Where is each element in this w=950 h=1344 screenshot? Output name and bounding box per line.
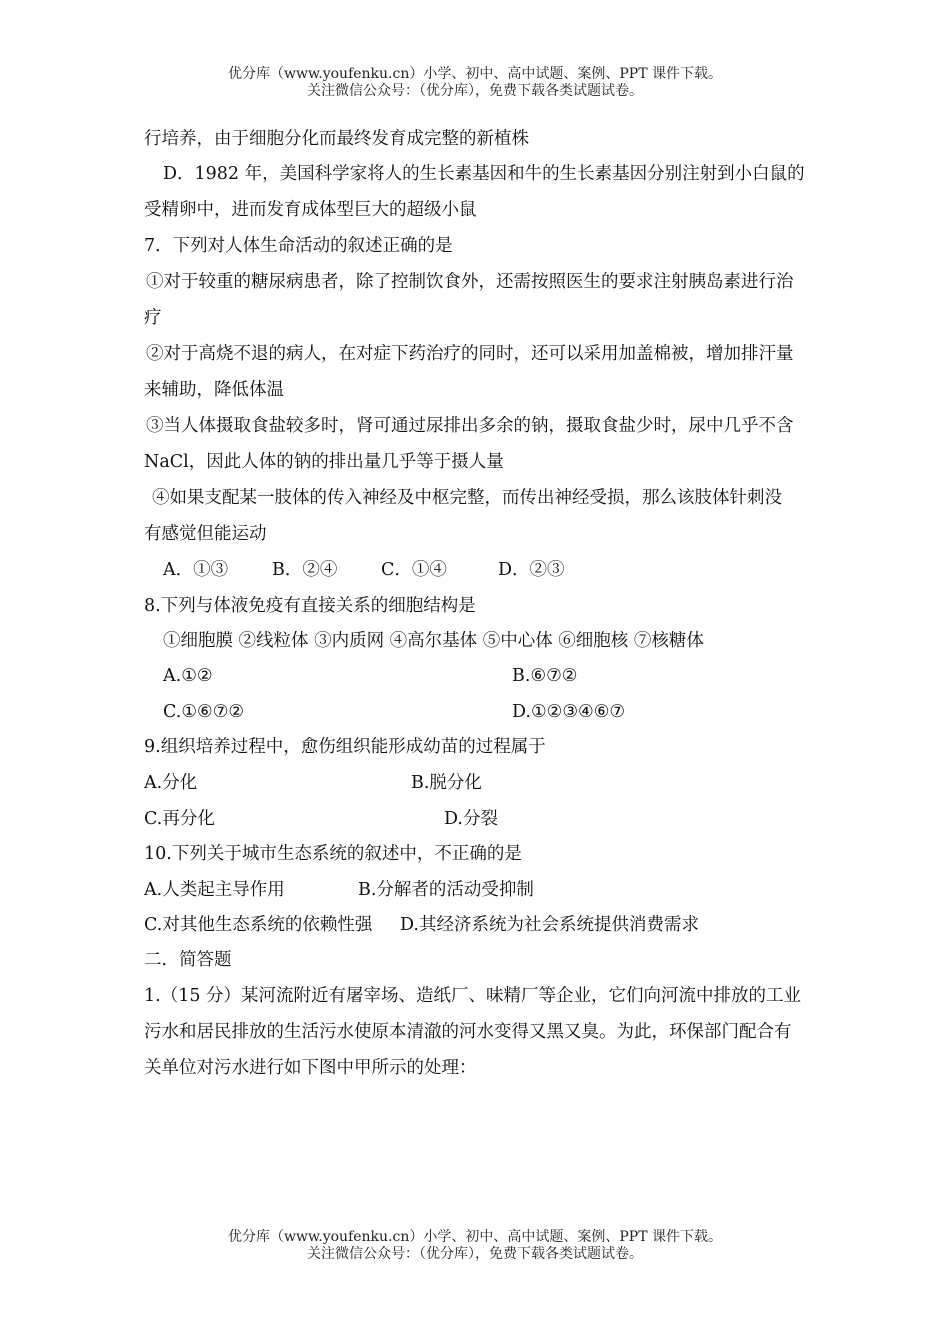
section-2-title: 二．简答题 xyxy=(144,950,232,970)
q9-option-b: B.脱分化 xyxy=(411,773,482,793)
q7-stem: 7．下列对人体生命活动的叙述正确的是 xyxy=(144,236,453,256)
q7-option-c: C．①④ xyxy=(381,560,447,580)
q10-option-c: C.对其他生态系统的依赖性强 xyxy=(144,915,373,935)
page-header xyxy=(0,66,950,100)
q9-option-a: A.分化 xyxy=(144,773,198,793)
q9-stem: 9.组织培养过程中，愈伤组织能形成幼苗的过程属于 xyxy=(144,737,546,757)
q8-option-a: A.①② xyxy=(163,666,213,686)
q6-option-d-line-1: D．1982 年，美国科学家将人的生长素基因和牛的生长素基因分别注射到小白鼠的 xyxy=(163,164,805,184)
q9-option-c: C.再分化 xyxy=(144,809,215,829)
q7-statement-1-line-2: 疗 xyxy=(144,308,162,328)
q8-stem: 8.下列与体液免疫有直接关系的细胞结构是 xyxy=(144,596,476,616)
short-question-1-line-2: 污水和居民排放的生活污水使原本清澈的河水变得又黑又臭。为此，环保部门配合有 xyxy=(144,1022,792,1042)
header-line-2: 关注微信公众号：（优分库），免费下载各类试题试卷。 xyxy=(307,83,643,99)
q9-option-d: D.分裂 xyxy=(444,809,498,829)
short-question-1-line-3: 关单位对污水进行如下图中甲所示的处理： xyxy=(144,1058,477,1078)
q6-continuation: 行培养，由于细胞分化而最终发育成完整的新植株 xyxy=(144,129,529,149)
q7-statement-2-line-2: 来辅助，降低体温 xyxy=(144,380,284,400)
header-line-1: 优分库（www.youfenku.cn）小学、初中、高中试题、案例、PPT 课件下载。 xyxy=(227,66,722,82)
footer-line-2: 关注微信公众号：（优分库），免费下载各类试题试卷。 xyxy=(307,1246,643,1262)
q7-statement-4-line-1: ④如果支配某一肢体的传入神经及中枢完整，而传出神经受损，那么该肢体针刺没 xyxy=(152,488,782,508)
q7-statement-2-line-1: ②对于高烧不退的病人，在对症下药治疗的同时，还可以采用加盖棉被，增加排汗量 xyxy=(146,344,794,364)
q7-option-d: D．②③ xyxy=(498,560,565,580)
footer-line-1: 优分库（www.youfenku.cn）小学、初中、高中试题、案例、PPT 课件下载。 xyxy=(227,1229,722,1245)
q8-option-d: D.①②③④⑥⑦ xyxy=(512,702,626,722)
q7-statement-4-line-2: 有感觉但能运动 xyxy=(144,524,267,544)
q10-option-a: A.人类起主导作用 xyxy=(144,880,285,900)
q7-statement-3-line-2: NaCl，因此人体的钠的排出量几乎等于摄人量 xyxy=(144,452,504,472)
q10-option-d: D.其经济系统为社会系统提供消费需求 xyxy=(400,915,699,935)
q8-items: ①细胞膜 ②线粒体 ③内质网 ④高尔基体 ⑤中心体 ⑥细胞核 ⑦核糖体 xyxy=(163,631,704,651)
q8-option-b: B.⑥⑦② xyxy=(512,666,578,686)
q10-stem: 10.下列关于城市生态系统的叙述中，不正确的是 xyxy=(144,844,522,864)
q7-statement-1-line-1: ①对于较重的糖尿病患者，除了控制饮食外，还需按照医生的要求注射胰岛素进行治 xyxy=(146,272,794,292)
page-footer xyxy=(0,1229,950,1263)
q10-option-b: B.分解者的活动受抑制 xyxy=(358,880,534,900)
q7-statement-3-line-1: ③当人体摄取食盐较多时，肾可通过尿排出多余的钠，摄取食盐少时，尿中几乎不含 xyxy=(146,416,794,436)
q7-option-a: A．①③ xyxy=(163,560,229,580)
q8-option-c: C.①⑥⑦② xyxy=(163,702,245,722)
short-question-1-line-1: 1.（15 分）某河流附近有屠宰场、造纸厂、味精厂等企业，它们向河流中排放的工业 xyxy=(144,986,802,1006)
q6-option-d-line-2: 受精卵中，进而发育成体型巨大的超级小鼠 xyxy=(144,200,477,220)
q7-option-b: B．②④ xyxy=(272,560,338,580)
